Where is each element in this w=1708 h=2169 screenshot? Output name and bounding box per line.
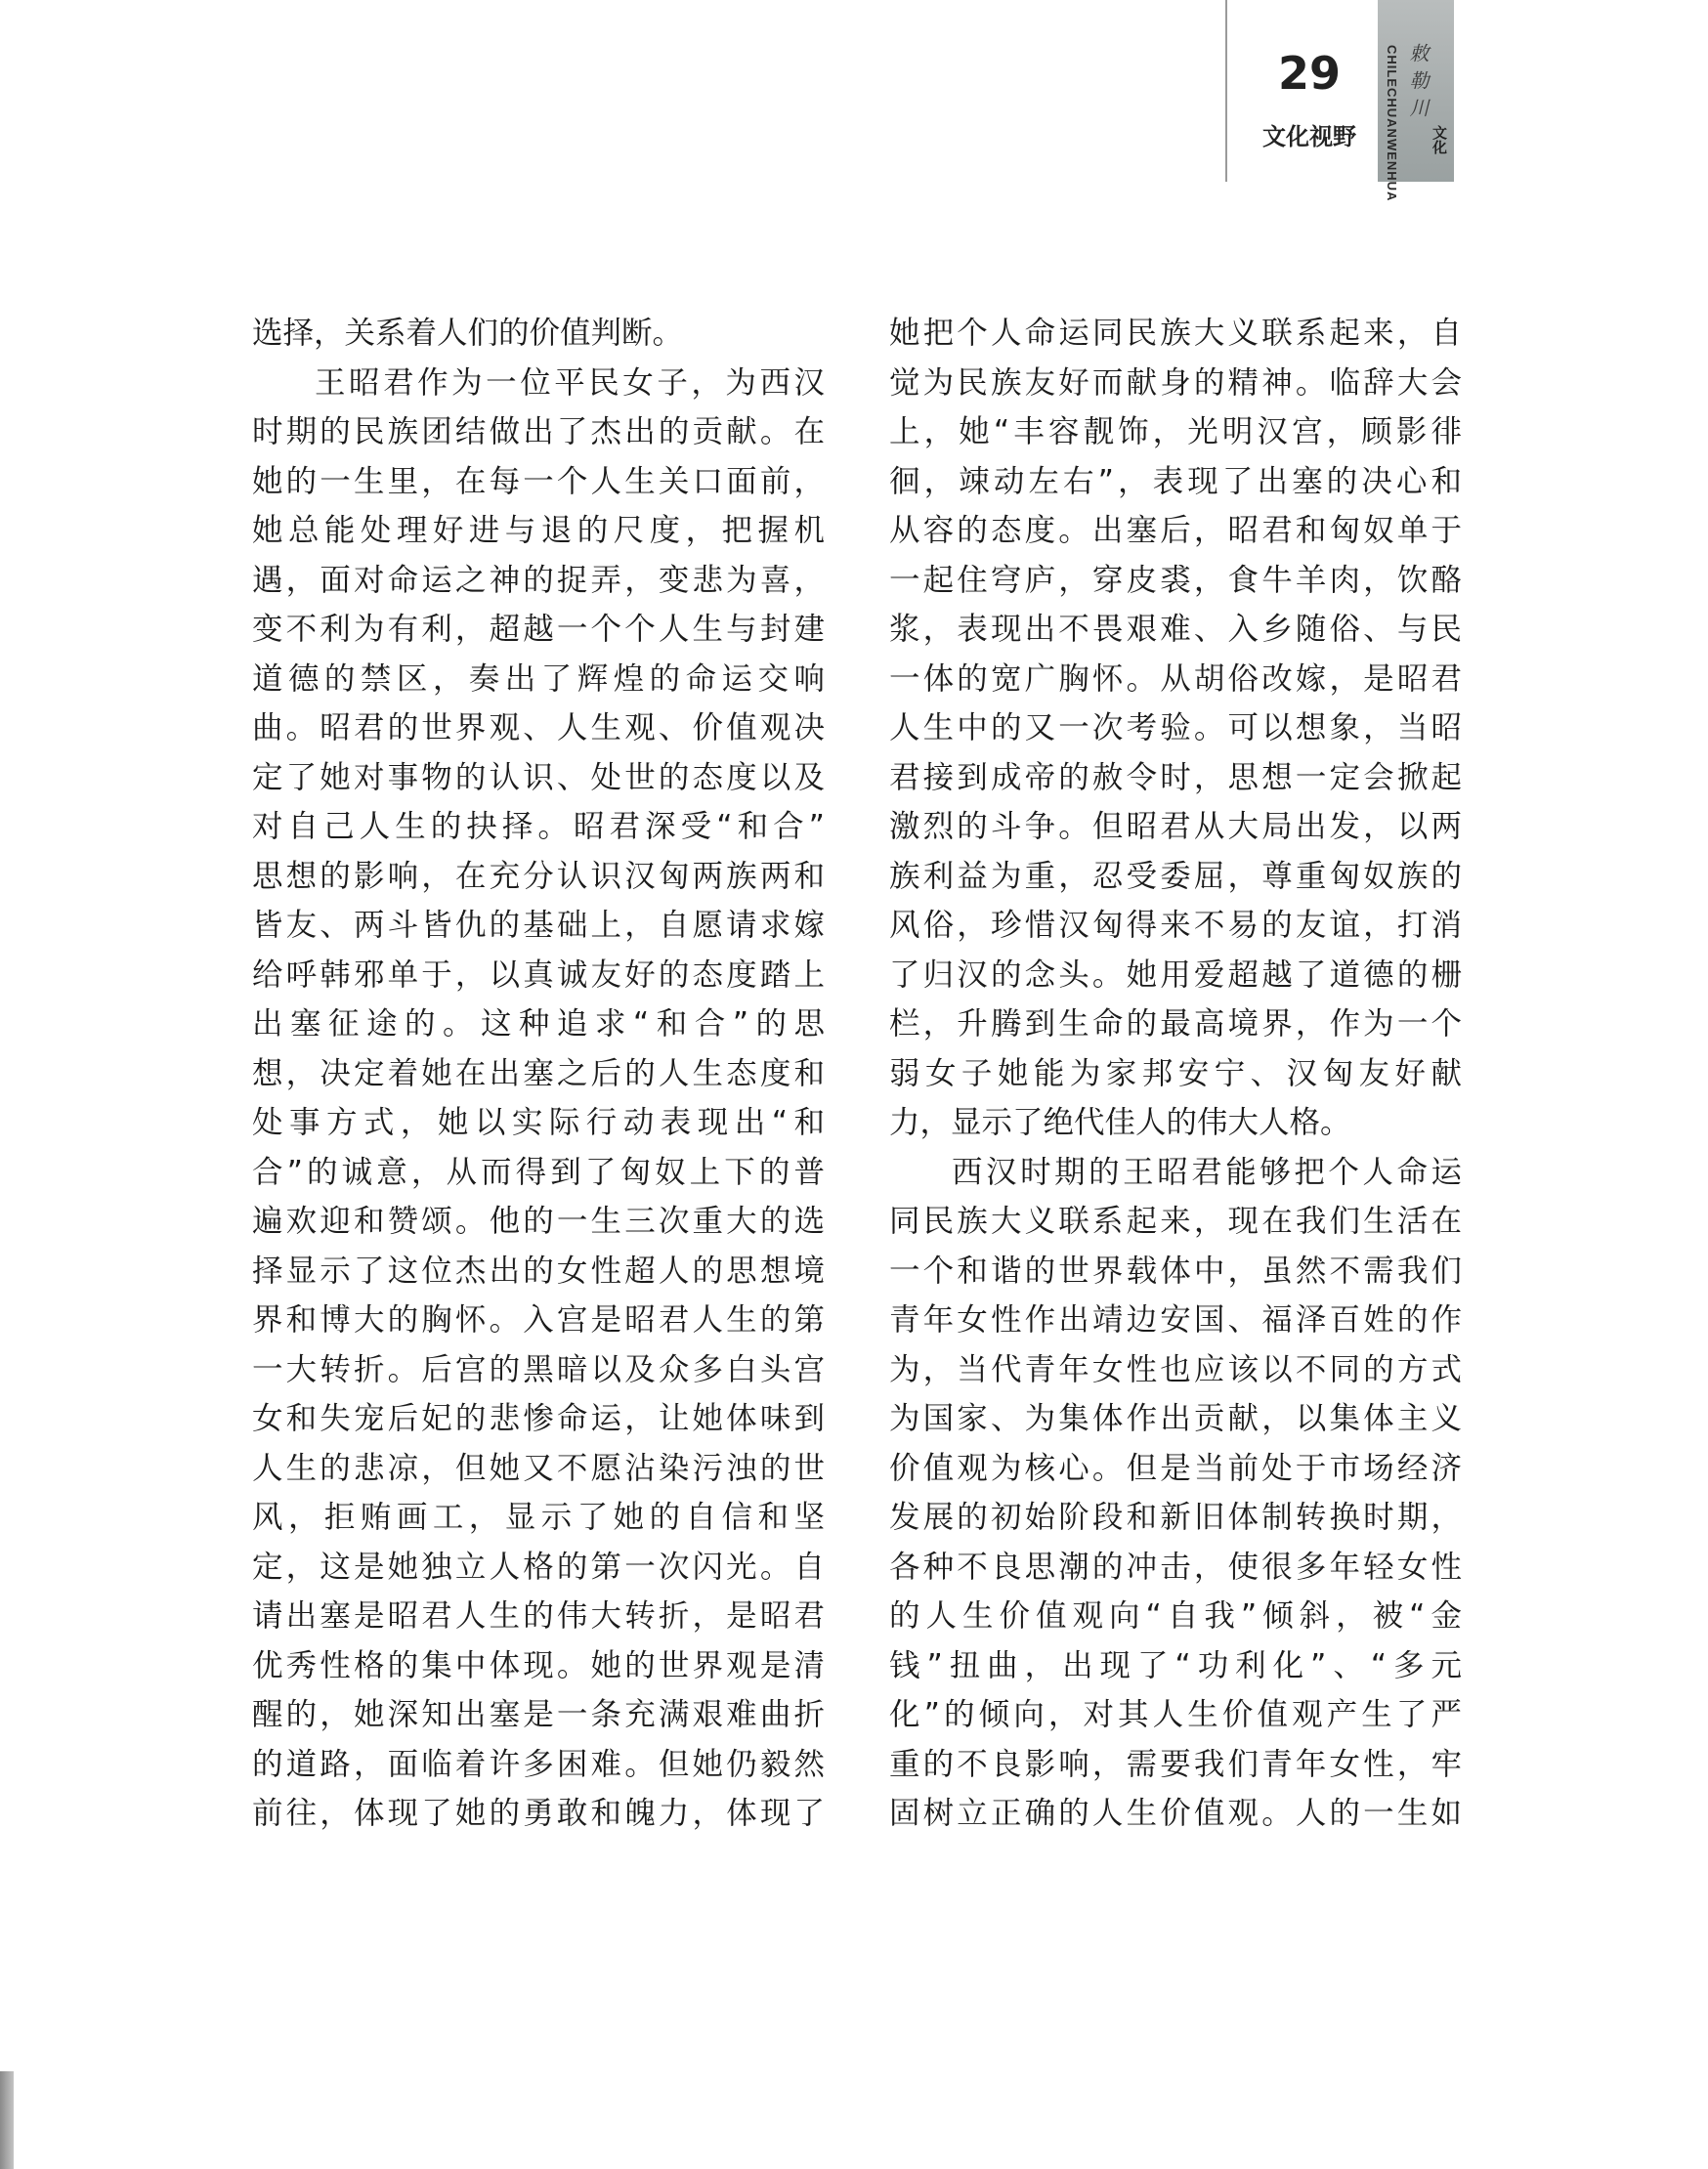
text-line: 栏，升腾到生命的最高境界，作为一个 xyxy=(889,1006,1462,1042)
text-line: 的道路，面临着许多困难。但她仍毅然 xyxy=(252,1746,825,1782)
text-line: 族利益为重，忍受委屈，尊重匈奴族的 xyxy=(889,858,1462,894)
text-line: 王昭君作为一位平民女子，为西汉 xyxy=(315,364,825,401)
text-line: 道德的禁区，奏出了辉煌的命运交响 xyxy=(252,660,825,697)
text-line: 她的一生里，在每一个人生关口面前， xyxy=(252,463,825,499)
text-line: 浆，表现出不畏艰难、入乡随俗、与民 xyxy=(889,612,1462,647)
text-line: 一起住穹庐，穿皮裘，食牛羊肉，饮酪 xyxy=(889,562,1462,598)
text-line: 曲。昭君的世界观、人生观、价值观决 xyxy=(252,710,825,745)
text-line: 想，决定着她在出塞之后的人生态度和 xyxy=(252,1055,825,1091)
text-line: 为，当代青年女性也应该以不同的方式 xyxy=(889,1351,1462,1387)
text-line: 定了她对事物的认识、处世的态度以及 xyxy=(252,759,825,795)
text-line: 风，拒贿画工，显示了她的自信和坚 xyxy=(252,1500,825,1535)
text-line: 发展的初始阶段和新旧体制转换时期， xyxy=(889,1500,1462,1535)
text-line: 变不利为有利，超越一个个人生与封建 xyxy=(252,612,825,647)
magazine-subtitle: 文化 xyxy=(1430,125,1448,154)
text-line: 各种不良思潮的冲击，使很多年轻女性 xyxy=(889,1549,1462,1585)
magazine-name: 敕勒川 xyxy=(1406,43,1430,125)
text-line: 君接到成帝的赦令时，思想一定会掀起 xyxy=(889,759,1462,795)
text-line: 界和博大的胸怀。入宫是昭君人生的第 xyxy=(252,1302,825,1338)
text-line: 选择，关系着人们的价值判断。 xyxy=(252,316,684,351)
text-line: 请出塞是昭君人生的伟大转折，是昭君 xyxy=(252,1598,825,1634)
text-line: 价值观为核心。但是当前处于市场经济 xyxy=(889,1450,1462,1486)
text-line: 她把个人命运同民族大义联系起来，自 xyxy=(889,316,1462,351)
section-title: 文化视野 xyxy=(1262,123,1356,150)
text-line: 皆友、两斗皆仇的基础上，自愿请求嫁 xyxy=(252,908,825,943)
text-line: 择显示了这位杰出的女性超人的思想境 xyxy=(252,1253,825,1289)
text-line: 人生中的又一次考验。可以想象，当昭 xyxy=(889,710,1462,745)
text-line: 出塞征途的。这种追求“和合”的思 xyxy=(252,1006,825,1042)
text-line: 一个和谐的世界载体中，虽然不需我们 xyxy=(889,1253,1462,1289)
text-line: 钱”扭曲，出现了“功利化”、“多元 xyxy=(889,1647,1462,1683)
text-line: 为国家、为集体作出贡献，以集体主义 xyxy=(889,1401,1462,1436)
text-line: 女和失宠后妃的悲惨命运，让她体味到 xyxy=(252,1401,825,1436)
text-line: 徊，竦动左右”，表现了出塞的决心和 xyxy=(889,463,1462,499)
header-divider xyxy=(1225,0,1227,182)
text-line: 给呼韩邪单于，以真诚友好的态度踏上 xyxy=(252,957,825,993)
text-line: 定，这是她独立人格的第一次闪光。自 xyxy=(252,1549,825,1585)
page-number: 29 xyxy=(1277,47,1341,100)
text-line: 上，她“丰容靓饰，光明汉宫，顾影徘 xyxy=(889,414,1462,449)
text-line: 时期的民族团结做出了杰出的贡献。在 xyxy=(252,414,825,449)
text-line: 同民族大义联系起来，现在我们生活在 xyxy=(889,1204,1462,1239)
text-line: 觉为民族友好而献身的精神。临辞大会 xyxy=(889,364,1462,401)
article-column-right xyxy=(889,309,1462,1839)
text-line: 合”的诚意，从而得到了匈奴上下的普 xyxy=(252,1154,825,1190)
text-line: 处事方式，她以实际行动表现出“和 xyxy=(252,1105,825,1140)
text-line: 遇，面对命运之神的捉弄，变悲为喜， xyxy=(252,562,825,598)
text-line: 青年女性作出靖边安国、福泽百姓的作 xyxy=(889,1302,1462,1338)
text-line: 激烈的斗争。但昭君从大局出发，以两 xyxy=(889,809,1462,844)
text-line: 从容的态度。出塞后，昭君和匈奴单于 xyxy=(889,513,1462,548)
text-line: 一大转折。后宫的黑暗以及众多白头宫 xyxy=(252,1351,825,1387)
text-line: 的人生价值观向“自我”倾斜，被“金 xyxy=(889,1598,1462,1634)
text-line: 力，显示了绝代佳人的伟大人格。 xyxy=(889,1105,1351,1140)
text-line: 一体的宽广胸怀。从胡俗改嫁，是昭君 xyxy=(889,660,1462,697)
text-line: 风俗，珍惜汉匈得来不易的友谊，打消 xyxy=(889,908,1462,943)
text-line: 她总能处理好进与退的尺度，把握机 xyxy=(252,513,825,548)
magazine-latin-name: CHILECHUANWENHUA xyxy=(1385,45,1399,202)
text-line: 前往，体现了她的勇敢和魄力，体现了 xyxy=(252,1796,825,1831)
page-edge-shadow xyxy=(0,2071,14,2169)
text-line: 醒的，她深知出塞是一条充满艰难曲折 xyxy=(252,1697,825,1732)
text-line: 弱女子她能为家邦安宁、汉匈友好献 xyxy=(889,1055,1462,1091)
text-line: 思想的影响，在充分认识汉匈两族两和 xyxy=(252,858,825,894)
text-line: 遍欢迎和赞颂。他的一生三次重大的选 xyxy=(252,1204,825,1239)
text-line: 西汉时期的王昭君能够把个人命运 xyxy=(952,1154,1462,1190)
text-line: 固树立正确的人生价值观。人的一生如 xyxy=(889,1796,1462,1831)
text-line: 重的不良影响，需要我们青年女性，牢 xyxy=(889,1746,1462,1782)
text-line: 对自己人生的抉择。昭君深受“和合” xyxy=(252,809,825,844)
text-line: 化”的倾向，对其人生价值观产生了严 xyxy=(889,1697,1462,1732)
text-line: 了归汉的念头。她用爱超越了道德的栅 xyxy=(889,957,1462,993)
text-line: 人生的悲凉，但她又不愿沾染污浊的世 xyxy=(252,1450,825,1486)
text-line: 优秀性格的集中体现。她的世界观是清 xyxy=(252,1647,825,1683)
article-column-left xyxy=(252,309,825,1839)
